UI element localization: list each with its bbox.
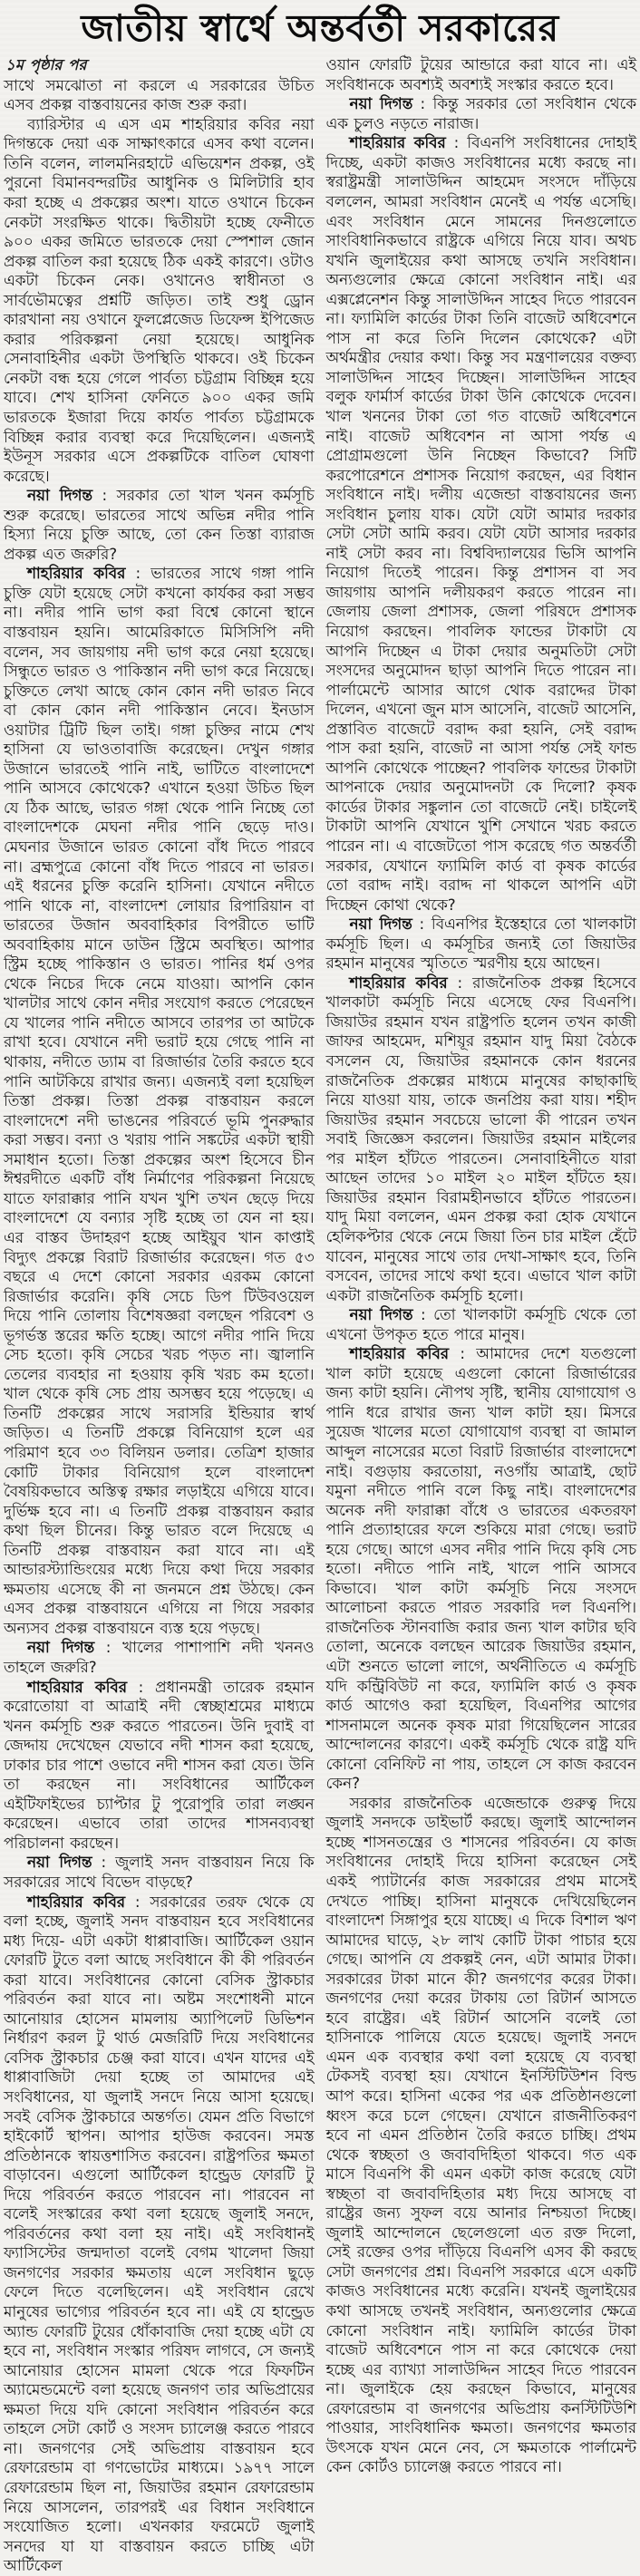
qa-paragraph: শাহরিয়ার কবির : ভারতের সাথে গঙ্গা পানি চুক্তি যেটা হয়েছে সেটা কখনো কার্যকর করা সম্ভব না। নদীর পানি ভাগ করা বিশ্বে কোনো স্থানে বাস্তবায়ন হয়নি। আমেরিকাতে মিসিসিপি নদী বলেন, সব জায়গায় নদী ভাগ করে নেয়া হয়েছে। সিন্ধুতে ভারত ও পাকিস্তান নদী ভাগ করে নিয়েছে। চুক্তিতে লেখা আছে কোন কোন নদী ভারত নিবে বা কোন কোন নদী পাকিস্তান নেবে। ইনডাস ওয়াটার ট্রিটি ছিল তাই। গঙ্গা চুক্তির নামে শেখ হাসিনা যে ভাওতাবাজি করেছেন। দেখুন গঙ্গার উজানে ভারতেই পানি নাই, ভাটিতে বাংলাদেশে পানি আসবে কোথেকে? এখানে হওয়া উচিত ছিল যে ঠিক আছে, ভারত গঙ্গা থেকে পানি নিচ্ছে তো বাংলাদেশকে মেঘনা নদীর পানি ছেড়ে দাও। মেঘনার উজানে ভারত কোনো বাঁধ দিতে পারবে না। ব্রহ্মপুত্রে কোনো বাঁধ দিতে পারবে না ভারত। এই ধরনের চুক্তি করেনি হাসিনা। যেখানে নদীতে পানি থাকে না, বাংলাদেশ লোয়ার রিপারিয়ান বা ভারতের উজান অববাহিকার বিপরীতে ভাটি অববাহিকায় মানে ডাউন স্ট্রিমে অবস্থিত। আপার স্ট্রিম হচ্ছে পাকিস্তান ও ভারত। পানির ধর্ম ওপর থেকে নিচের দিকে নেমে যাওয়া। আপনি কোন খালটার সাথে কোন নদীর সংযোগ করতে পেরেছেন যে খালের পানি নদীতে আসবে তারপর তা আটকে রাখা হবে। যেখানে নদী ভরাট হয়ে গেছে পানি না থাকায়, নদীতে ড্যাম বা রিজার্ভার তৈরি করতে হবে পানি আটকিয়ে রাখার জন্য। এজন্যই বলা হয়েছিল তিস্তা প্রকল্প। তিস্তা প্রকল্প বাস্তবায়ন করলে বাংলাদেশে নদী ভাঙনের পরিবর্তে ভূমি পুনরুদ্ধার করা সম্ভব। বন্যা ও খরায় পানি সঙ্কটের একটা স্থায়ী সমাধান হতো। তিস্তা প্রকল্পের অংশ হিসেবে চীন ঈশ্বরদীতে একটি বাঁধ নির্মাণের পরিকল্পনা নিয়েছে যাতে ফারাক্কার পানি যখন খুশি তখন ছেড়ে দিয়ে বাংলাদেশে যে বন্যার সৃষ্টি হচ্ছে তা যেন না হয়। এর বাস্তব উদাহরণ হচ্ছে আইয়ুব খান কাপ্তাই বিদ্যুৎ প্রকল্পে বিরাট রিজার্ভার করেছেন। গত ৫৩ বছরে এ দেশে কোনো সরকার এরকম কোনো রিজার্ভার করেনি। কৃষি সেচে ডিপ টিউবওয়েল দিয়ে পানি তোলায় বিশেষজ্ঞরা বলছেন পরিবেশ ও ভূগর্ভস্ত স্তরের ক্ষতি হচ্ছে। আগে নদীর পানি দিয়ে সেচ হতো। কৃষি সেচের খরচ পড়ত না। জ্বালানি তেলের ব্যবহার না হওয়ায় কৃষি খরচ কম হতো। খাল থেকে কৃষি সেচ প্রায় অসম্ভব হয়ে পড়েছে। এ তিনটি প্রকল্পের সাথে সরাসরি ইন্ডিয়ার স্বার্থ জড়িত। এ তিনটি প্রকল্পে বিনিয়োগ হলে এর পরিমাণ হবে ৩৩ বিলিয়ন ডলার। তেত্রিশ হাজার কোটি টাকার বিনিয়োগ হলে বাংলাদেশ বৈষয়িকভাবে অস্তিত্ব রক্ষার লড়াইয়ে এগিয়ে যাবে। দুর্ভিক্ষ হবে না। এ তিনটি প্রকল্প বাস্তবায়ন করার কথা ছিল চীনের। কিন্তু ভারত বলে দিয়েছে এ তিনটি প্রকল্প বাস্তবায়ন করা যাবে না। এই আন্ডারস্ট্যান্ডিংয়ের মধ্যে দিয়ে কথা দিয়ে সরকার ক্ষমতায় এসেছে কী না জনমনে প্রশ্ন উঠছে। কেন এসব প্রকল্প বাস্তবায়নে এগিয়ে না গিয়ে সরকার অন্যসব প্রকল্প বাস্তবায়নে ব্যস্ত হয়ে পড়ছে। (4, 564, 315, 1637)
body-paragraph: ওয়ান ফোরটি টুয়ের আন্ডারে করা যাবে না। এই সংবিধানকে অবশ্যই অবশ্যই সংস্কার করতে হবে। (325, 55, 636, 93)
speaker-label: নয়া দিগন্ত (349, 1305, 413, 1324)
speaker-label: শাহরিয়ার কবির (27, 564, 126, 583)
qa-paragraph: শাহরিয়ার কবির : প্রধানমন্ত্রী তারেক রহমান করোতোয়া বা আত্রাই নদী স্বেচ্ছাশ্রমের মাধ্যমে খনন কর্মসূচি শুরু করতে পারতেন। উনি দুবাই বা জেদ্দায় দেখেছেন যেভাবে নদী শাসন করা হয়েছে, ঢাকার চার পাশে ওভাবে নদী শাসন করা যেত। উনি তা করছেন না। সংবিধানের আর্টিকেল এইটিফাইভের চ্যাপ্টার টু পুরোপুরি তারা লঙ্ঘন করেছেন। এভাবে তারা তাদের শাসনব্যবস্থা পরিচালনা করছেন। (4, 1677, 315, 1852)
qa-paragraph: নয়া দিগন্ত : জুলাই সনদ বাস্তবায়ন নিয়ে কি সরকারের সাথে বিভেদ বাড়ছে? (4, 1853, 315, 1891)
speaker-label: শাহরিয়ার কবির (349, 1344, 450, 1363)
qa-paragraph: শাহরিয়ার কবির : আমাদের দেশে যতগুলো খাল কাটা হয়েছে এগুলো কোনো রিজার্ভারের জন্য কাটা হয়নি। নৌপথ সৃষ্টি, স্থানীয় যোগাযোগ ও পানি ধরে রাখার জন্য খাল কাটা হয়। মিসরে সুয়েজ খালের মতো যোগাযোগ ব্যবস্থা বা জামাল আব্দুল নাসেরের মতো বিরাট রিজার্ভার বাংলাদেশে নাই। বগুড়ায় করতোয়া, নওগাঁয় আত্রাই, ছোট যমুনা নদীতে পানি বলে কিছু নাই। বাংলাদেশের অনেক নদী ফারাক্কা বাঁধে ও ভারতের একতরফা পানি প্রত্যাহারের ফলে শুকিয়ে মারা গেছে। ভরাট হয়ে গেছে। আগে এসব নদীর পানি দিয়ে কৃষি সেচ হতো। নদীতে পানি নাই, খালে পানি আসবে কিভাবে। খাল কাটা কর্মসূচি নিয়ে সংসদে আলোচনা করতে পারত সরকারি দল বিএনপি। রাজনৈতিক স্টানবাজি করার জন্য খাল কাটার ছবি তোলা, অনেকে বলছেন আরেক জিয়াউর রহমান, এটা শুনতে ভালো লাগে, অর্থনীতিতে এ কর্মসূচি যদি কন্ট্রিবিউট না করে, ফ্যামিলি কার্ড ও কৃষক কার্ড আগেও করা হয়েছিল, বিএনপির আগের শাসনামলে অনেক কৃষক মারা গিয়েছিলেন সারের আন্দোলনের কারণে। একই কর্মসূচি থেকে রাষ্ট্র যদি কোনো বেনিফিট না পায়, তাহলে সে কাজ করবেন কেন? (325, 1344, 636, 1793)
speaker-label: শাহরিয়ার কবির (349, 133, 446, 152)
qa-paragraph: নয়া দিগন্ত : কিন্তু সরকার তো সংবিধান থেকে এক চুলও নড়তে নারাজ। (325, 94, 636, 132)
qa-paragraph: শাহরিয়ার কবির : বিএনপি সংবিধানের দোহাই দিচ্ছে, একটা কাজও সংবিধানের মধ্যে করছে না। স্বরাষ্ট্রমন্ত্রী সালাউদ্দিন আহমেদ সংসদে দাঁড়িয়ে বললেন, আমরা সংবিধান মেনেই এ পর্যন্ত এসেছি। এবং সংবিধান মেনে সামনের দিনগুলোতে সাংবিধানিকভাবে রাষ্ট্রকে এগিয়ে নিয়ে যাব। অথচ যখনি জুলাইয়ের কথা আসছে তখনি সংবিধান। অন্যগুলোর ক্ষেত্রে কোনো সংবিধান নাই। এর এক্সপ্লেনেশন কিন্তু সালাউদ্দিন সাহেব দিতে পারবেন না। ফ্যামিলি কার্ডের টাকা তিনি বাজেট অধিবেশনে পাস না করে তিনি দিলেন কোথেকে? এটা অর্থমন্ত্রীর দেয়ার কথা। কিন্তু সব মন্ত্রণালয়ের বক্তব্য সালাউদ্দিন সাহেব দিচ্ছেন। সালাউদ্দিন সাহেব বলুক ফার্মার্স কার্ডের টাকা উনি কোথেকে দেবেন। খাল খননের টাকা তো গত বাজেট অধিবেশনে নাই। বাজেট অধিবেশন না আসা পর্যন্ত এ প্রোগ্রামগুলো উনি নিচ্ছেন কিভাবে? সিটি করপোরেশনে প্রশাসক নিয়োগ করছেন, এর বিধান সংবিধানে নাই। দলীয় এজেন্ডা বাস্তবায়নের জন্য সংবিধান চুলায় যাক। যেটা যেটা আমার দরকার সেটা সেটা আমি করব। যেটা যেটা আসার দরকার নাই সেটা করব না। বিশ্ববিদ্যালয়ের ভিসি আপনি নিয়োগ দিতেই পারেন। কিন্তু প্রশাসন বা সব জায়গায় আপনি দলীয়করণ করতে পারেন না। জেলায় জেলা প্রশাসক, জেলা পরিষদে প্রশাসক নিয়োগ করছেন। পাবলিক ফান্ডের টাকাটা যে আপনি দিচ্ছেন এ টাকা দেয়ার অনুমতিটা সেটা সংসদের অনুমোদন ছাড়া আপনি দিতে পারেন না। পার্লামেন্টে আসার আগে থোক বরাদ্দের টাকা দিলেন, এখনো জুন মাস আসেনি, বাজেট আসেনি, প্রস্তাবিত বাজেটে বরাদ্দ করা হয়নি, সেই বরাদ্দ পাস করা হয়নি, বাজেট না আসা পর্যন্ত সেই ফান্ড আপনি কোথেকে পাচ্ছেন? পাবলিক ফান্ডের টাকাটা আপনাকে দেয়ার অনুমোদনটা কে দিলো? কৃষক কার্ডের টাকার সঙ্কুলান তো বাজেটে নেই। চাইলেই টাকাটা আপনি যেখানে খুশি সেখানে খরচ করতে পারেন না। এ বাজেটতো পাস করেছে গত অন্তর্বর্তী সরকার, যেখানে ফ্যামিলি কার্ড বা কৃষক কার্ডের তো বরাদ্দ নাই। বরাদ্দ না থাকলে আপনি এটা দিচ্ছেন কোথা থেকে? (325, 133, 636, 914)
qa-paragraph: শাহরিয়ার কবির : সরকারের তরফ থেকে যে বলা হচ্ছে, জুলাই সনদ বাস্তবায়ন হবে সংবিধানের মধ্য দিয়ে- এটা একটা ধাপ্পাবাজি। আর্টিকেল ওয়ান ফোরটি টুতে বলা আছে সংবিধানে কী কী পরিবর্তন করা যাবে। সংবিধানের কোনো বেসিক স্ট্রাকচার পরিবর্তন করা যাবে না। অষ্টম সংশোধনী মানে আনোয়ার হোসেন মামলায় অ্যাপিলেট ডিভিশন নির্ধারণ করল টু থার্ড মেজরিটি দিয়ে সংবিধানের বেসিক স্ট্রাকচার চেঞ্জ করা যাবে। এখন যাদের এই ধাপ্পাবাজিটা দেয়া হচ্ছে তা আমাদের এই সংবিধানের, যা জুলাই সনদে নিয়ে আসা হয়েছে। সবই বেসিক স্ট্রাকচারে অন্তর্গত। যেমন প্রতি বিভাগে হাইকোর্ট স্থাপন। আপার হাউজ করবেন। সমস্ত প্রতিষ্ঠানকে স্বায়ত্তশাসিত করবেন। রাষ্ট্রপতির ক্ষমতা বাড়াবেন। এগুলো আর্টিকেল হান্ড্রেড ফোরটি টু দিয়ে পরিবর্তন করতে পারবেন না। পারবেন না বলেই সংস্কারের কথা বলা হয়েছে জুলাই সনদে, পরিবর্তনের কথা বলা হয় নাই। এই সংবিধানই ফ্যাসিস্টের জন্মদাতা বলেই বেগম খালেদা জিয়া জনগণের সরকার ক্ষমতায় এলে সংবিধান ছুড়ে ফেলে দিতে বলেছিলেন। এই সংবিধান রেখে মানুষের ভাগ্যের পরিবর্তন হবে না। এই যে হান্ড্রেড অ্যান্ড ফোরটি টুয়ের ধোঁকাবাজি দেয়া হচ্ছে এটা যে হবে না, সংবিধান সংস্কার পরিষদ লাগবে, সে জন্যই আনোয়ার হোসেন মামলা থেকে পরে ফিফটিন অ্যামেন্ডমেন্টে বলা হয়েছে জনগণ তার অভিপ্রায়ের ক্ষমতা দিয়ে যদি কোনো সংবিধান পরিবর্তন করে তাহলে সেটা কোর্ট ও সংসদ চ্যালেঞ্জ করতে পারবে না। জনগণের সেই অভিপ্রায় বাস্তবায়ন হবে রেফারেন্ডাম বা গণভোটের মাধ্যমে। ১৯৭৭ সালে রেফারেন্ডাম ছিল না, জিয়াউর রহমান রেফারেন্ডাম নিয়ে আসলেন, তারপরই এর বিধান সংবিধানে সংযোজিত হলো। এখনকার ফরমেটে জুলাই সনদের যা যা বাস্তবায়ন করতে চাচ্ছি এটা আর্টিকেল (4, 1892, 315, 2575)
article-body (4, 55, 636, 2576)
body-paragraph: সাথে সমঝোতা না করলে এ সরকারের উচিত এসব প্রকল্প বাস্তবায়নের কাজ শুরু করা। (4, 75, 315, 114)
article-column-left (4, 55, 315, 2576)
speaker-label: নয়া দিগন্ত (27, 1853, 92, 1872)
body-paragraph: ব্যারিস্টার এ এস এম শাহরিয়ার কবির নয়া দিগন্তকে দেয়া এক সাক্ষাৎকারে এসব কথা বলেন। তিনি বলেন, লালমনিরহাটে এভিয়েশন প্রকল্প, ওই পুরনো বিমানবন্দরটির আধুনিক ও মিলিটারি হাব করা হচ্ছে এ প্রকল্পের অংশ। যাতে ওখানে চিকেন নেকটা সংরক্ষিত থাকে। দ্বিতীয়টা হচ্ছে ফেনীতে ৯০০ একর জমিতে ভারতকে দেয়া স্পেশাল জোন প্রকল্প বাতিল করা হয়েছে ঠিক একই কারণে। ওটাও একটা চিকেন নেক। ওখানেও স্বাধীনতা ও সার্বভৌমত্বের প্রশ্নটি জড়িত। তাই শুধু ড্রোন কারখানা নয় ওখানে ফুলপ্লেজেড ডিফেন্স ইপিজেড করার পরিকল্পনা নেয়া হয়েছে। আধুনিক সেনাবাহিনীর একটা উপস্থিতি থাকবে। ওই চিকেন নেকটা বন্ধ হয়ে গেলে পার্বত্য চট্টগ্রাম বিচ্ছিন্ন হয়ে যাবে। শেখ হাসিনা ফেনিতে ৯০০ একর জমি ভারতকে ইজারা দিয়ে কার্যত পার্বত্য চট্টগ্রামকে বিচ্ছিন্ন করার ব্যবস্থা করে দিয়েছিলেন। এজন্যই ইউনূস সরকার এসে প্রকল্পটিকে বাতিল ঘোষণা করেছে। (4, 114, 315, 485)
qa-paragraph: নয়া দিগন্ত : তো খালকাটা কর্মসূচি থেকে তো এখনো উপকৃত হতে পারে মানুষ। (325, 1305, 636, 1343)
qa-paragraph: নয়া দিগন্ত : সরকার তো খাল খনন কর্মসূচি শুরু করেছে। ভারতের সাথে অভিন্ন নদীর পানি হিস্যা নিয়ে চুক্তি আছে, তো কেন তিস্তা ব্যারাজ প্রকল্প এত জরুরি? (4, 486, 315, 563)
speaker-label: শাহরিয়ার কবির (27, 1892, 126, 1911)
qa-paragraph: নয়া দিগন্ত : খালের পাশাপাশি নদী খননও তাহলে জরুরি? (4, 1638, 315, 1676)
article-headline: জাতীয় স্বার্থে অন্তর্বর্তী সরকারের (81, 6, 559, 50)
body-paragraph: সরকার রাজনৈতিক এজেন্ডাকে গুরুত্ব দিয়ে জুলাই সনদকে ডাইভার্ট করছে। জুলাই আন্দোলন হচ্ছে শাসনতন্ত্রের ও শাসনের পরিবর্তন। যে কাজ সংবিধানের দোহাই দিয়ে হাসিনা করেছেন সেই একই প্যাটার্নের কাজ সরকারের প্রথম মাসেই দেখতে পাচ্ছি। হাসিনা মানুষকে দেখিয়েছিলেন বাংলাদেশ সিঙ্গাপুর হয়ে যাচ্ছে। এ দিকে বিশাল ঋণ আমাদের ঘাড়ে, ২৮ লাখ কোটি টাকা পাচার হয়ে গেছে। আপনি যে প্রকল্পই নেন, এটা আমার টাকা। সরকারের টাকা মানে কী? জনগণের করের টাকা। জনগণের দেয়া করের টাকায় তো রিটার্ন আসতে হবে রাষ্ট্রের। এই রিটার্ন আসেনি বলেই তো হাসিনাকে পালিয়ে যেতে হয়েছে। জুলাই সনদে এমন এক ব্যবস্থার কথা বলা হয়েছে যে ব্যবস্থা টেকসই ব্যবস্থা হয়। যেখানে ইনস্টিটিউশন বিল্ড আপ করে। হাসিনা একের পর এক প্রতিষ্ঠানগুলো ধ্বংস করে চলে গেছেন। যেখানে রাজনীতিকরণ হবে না এমন প্রতিষ্ঠান তৈরি করতে চাচ্ছি। প্রথম থেকে স্বচ্ছতা ও জবাবদিহিতা থাকবে। গত এক মাসে বিএনপি কী এমন একটা কাজ করেছে যেটা স্বচ্ছতা বা জবাবদিহিতার মধ্য দিয়ে আসছে বা রাষ্ট্রের জন্য সুফল বয়ে আনার নিশ্চয়তা দিচ্ছে। জুলাই আন্দোলনে ছেলেগুলো এত রক্ত দিলো, সেই রক্তের ওপর দাঁড়িয়ে বিএনপি এসব কী করছে সেটা জনগণের প্রশ্ন। বিএনপি সরকারে এসে একটি কাজও সংবিধানের মধ্যে করেনি। যখনই জুলাইয়ের কথা আসছে তখনই সংবিধান, অন্যগুলোর ক্ষেত্রে কোনো সংবিধান নাই। ফ্যামিলি কার্ডের টাকা বাজেট অধিবেশনে পাস না করে কোথেকে দেয়া হচ্ছে এর ব্যাখ্যা সালাউদ্দিন সাহেব দিতে পারবেন না। জুলাইকে হেয় করছেন কিভাবে, মানুষের রেফারেন্ডাম বা জনগণের অভিপ্রায় কনস্টিটিউশি পাওয়ার, সাংবিধানিক ক্ষমতা। জনগণের ক্ষমতার উৎসকে যখন মেনে নেব, সে ক্ষমতাকে পার্লামেন্ট কেন কোর্টও চ্যালেঞ্জ করতে পারবে না। (325, 1793, 636, 2476)
qa-paragraph: শাহরিয়ার কবির : রাজনৈতিক প্রকল্প হিসেবে খালকাটা কর্মসূচি নিয়ে এসেছে ফের বিএনপি। জিয়াউর রহমান যখন রাষ্ট্রপতি হলেন তখন কাজী জাফর আহমেদ, মশিয়ূর রহমান যাদু মিয়া বৈঠকে বসলেন যে, জিয়াউর রহমানকে কোন ধরনের রাজনৈতিক প্রকল্পের মাধ্যমে মানুষের কাছাকাছি নিয়ে যাওয়া যায়, তাকে জনপ্রিয় করা যায়। শহীদ জিয়াউর রহমান সবচেয়ে ভালো কী পারেন তখন সবাই জিজ্ঞেস করলেন। জিয়াউর রহমান মাইলের পর মাইল হাঁটতে পারতেন। সেনাবাহিনীতে যারা আছেন তাদের ১০ মাইল ২০ মাইল হাঁটতে হয়। জিয়াউর রহমান বিরামহীনভাবে হাঁটতে পারতেন। যাদু মিয়া বললেন, এমন প্রকল্প করা হোক যেখানে হেলিকপ্টার থেকে নেমে জিয়া তিন চার মাইল হেঁটে যাবেন, মানুষের সাথে তার দেখা-সাক্ষাৎ হবে, তিনি বসবেন, তাদের সাথে কথা হবে। এভাবে খাল কাটা একটা রাজনৈতিক কর্মসূচি হলো। (325, 973, 636, 1304)
speaker-label: শাহরিয়ার কবির (27, 1677, 127, 1696)
speaker-label: নয়া দিগন্ত (27, 1638, 95, 1657)
qa-paragraph: নয়া দিগন্ত : বিএনপির ইস্তেহারে তো খালকাটা কর্মসূচি ছিল। এ কর্মসূচির জন্যই তো জিয়াউর রহমান মানুষের স্মৃতিতে স্মরণীয় হয়ে আছেন। (325, 915, 636, 973)
article-column-right (326, 55, 637, 2576)
speaker-label: নয়া দিগন্ত (27, 486, 92, 505)
speaker-label: নয়া দিগন্ত (349, 94, 413, 113)
speaker-label: নয়া দিগন্ত (349, 915, 412, 934)
continuation-note: ১ম পৃষ্ঠার পর (5, 56, 87, 74)
speaker-label: শাহরিয়ার কবির (349, 973, 448, 992)
